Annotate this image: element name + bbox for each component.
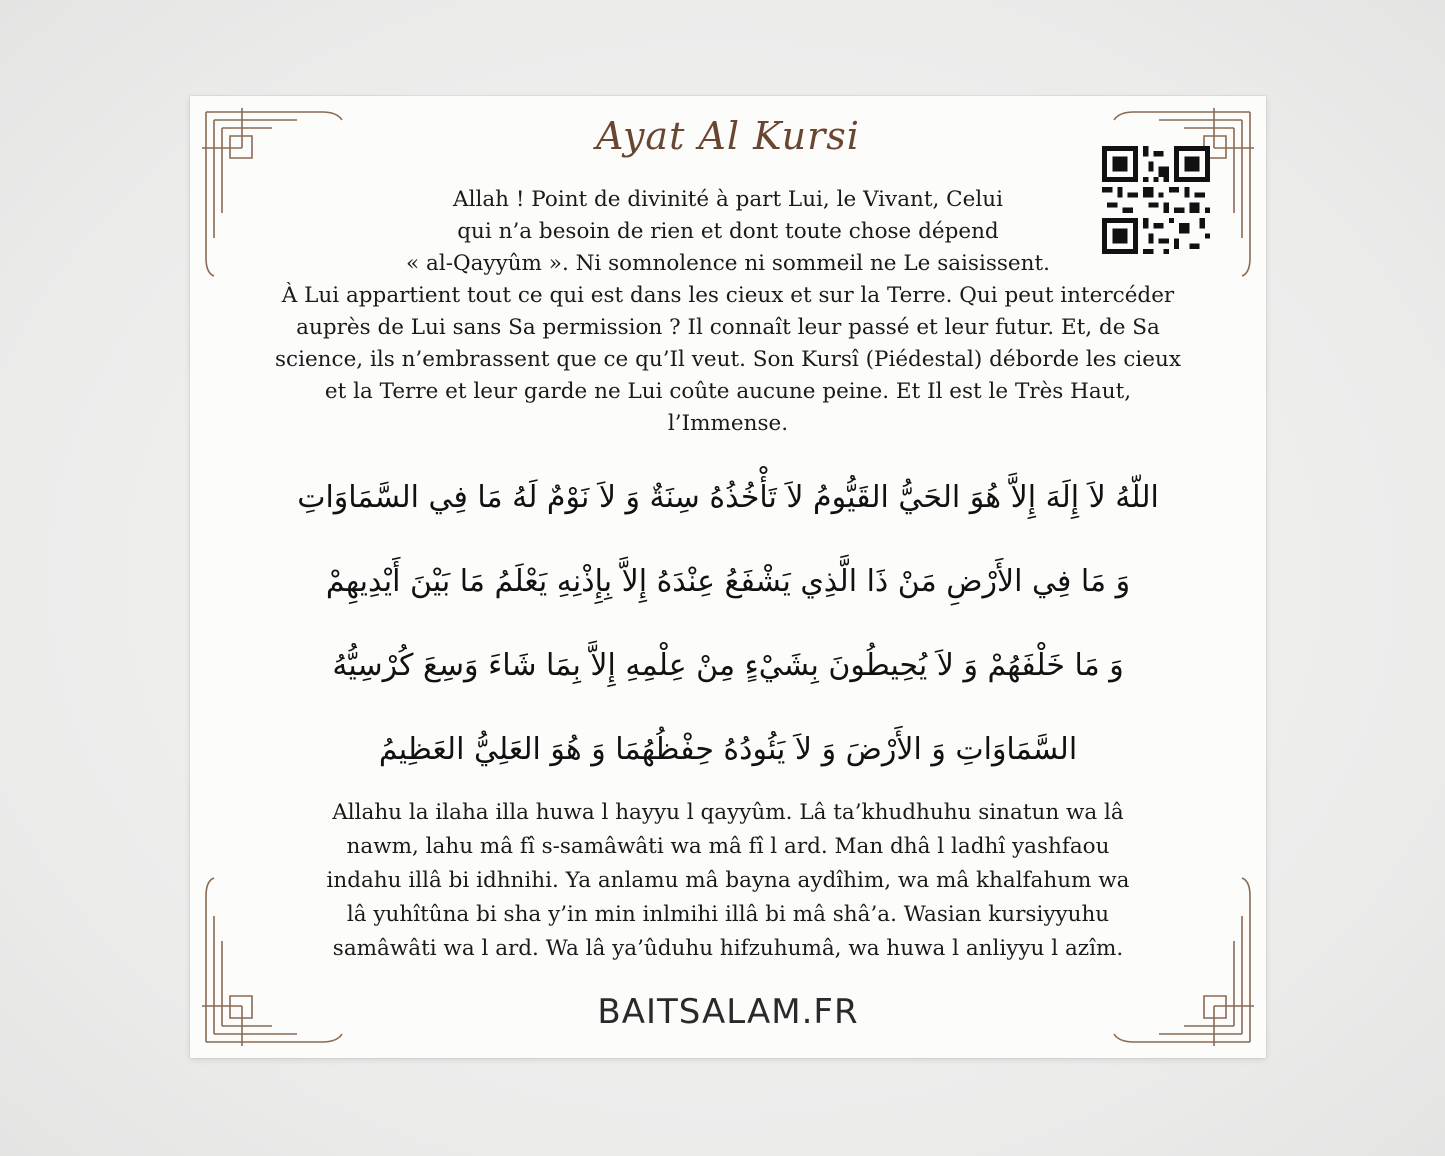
french-line: l’Immense. xyxy=(667,411,789,436)
arabic-line: وَ مَا فِي الأَرْضِ مَنْ ذَا الَّذِي يَشْفَعُ عِنْدَهُ إِلاَّ بِإِذْنِهِ يَعْلَمُ مَا بَيْنَ أَيْدِيهِمْ xyxy=(325,564,1131,599)
french-line: qui n’a besoin de rien et dont toute chose dépend xyxy=(457,219,999,244)
transliteration-line: Allahu la ilaha illa huwa l hayyu l qayyûm. Lâ ta’khudhuhu sinatun wa lâ xyxy=(332,800,1124,825)
transliteration-line: lâ yuhîtûna bi sha y’in min inlmihi illâ bi mâ shâ’a. Wasian kursiyyuhu xyxy=(346,902,1110,927)
french-line: et la Terre et leur garde ne Lui coûte aucune peine. Et Il est le Très Haut, xyxy=(324,379,1132,404)
arabic-verse xyxy=(250,456,1206,792)
arabic-line: السَّمَاوَاتِ وَ الأَرْضَ وَ لاَ يَئُودُهُ حِفْظُهُمَا وَ هُوَ العَلِيُّ العَظِيمُ xyxy=(378,732,1078,767)
french-line: « al-Qayyûm ». Ni somnolence ni sommeil ne Le saisissent. xyxy=(406,251,1050,276)
arabic-line: اللّهُ لاَ إِلَهَ إِلاَّ هُوَ الحَيُّ القَيُّومُ لاَ تَأْخُذُهُ سِنَةٌ وَ لاَ نَوْمٌ لَهُ مَا فِي السَّمَاوَاتِ xyxy=(297,480,1159,515)
french-translation xyxy=(230,184,1226,440)
french-line: auprès de Lui sans Sa permission ? Il connaît leur passé et leur futur. Et, de Sa xyxy=(296,315,1160,340)
arabic-line: وَ مَا خَلْفَهُمْ وَ لاَ يُحِيطُونَ بِشَيْءٍ مِنْ عِلْمِهِ إِلاَّ بِمَا شَاءَ وَسِعَ كُرْسِيُّهُ xyxy=(332,648,1124,683)
website-label: BAITSALAM.FR xyxy=(597,992,859,1032)
card-title: Ayat Al Kursi xyxy=(596,114,860,158)
prayer-card xyxy=(190,96,1266,1058)
transliteration-line: indahu illâ bi idhnihi. Ya anlamu mâ bayna aydîhim, wa mâ khalfahum wa xyxy=(326,868,1130,893)
transliteration-line: samâwâti wa l ard. Wa lâ ya’ûduhu hifzuhumâ, wa huwa l anliyyu l azîm. xyxy=(332,936,1124,961)
transliteration-line: nawm, lahu mâ fî s-samâwâti wa mâ fî l ard. Man dhâ l ladhî yashfaou xyxy=(346,834,1110,859)
french-line: Allah ! Point de divinité à part Lui, le Vivant, Celui xyxy=(453,187,1003,212)
transliteration xyxy=(230,796,1226,966)
french-line: À Lui appartient tout ce qui est dans les cieux et sur la Terre. Qui peut intercéder xyxy=(281,283,1175,308)
french-line: science, ils n’embrassent que ce qu’Il veut. Son Kursî (Piédestal) déborde les cieux xyxy=(275,347,1181,372)
